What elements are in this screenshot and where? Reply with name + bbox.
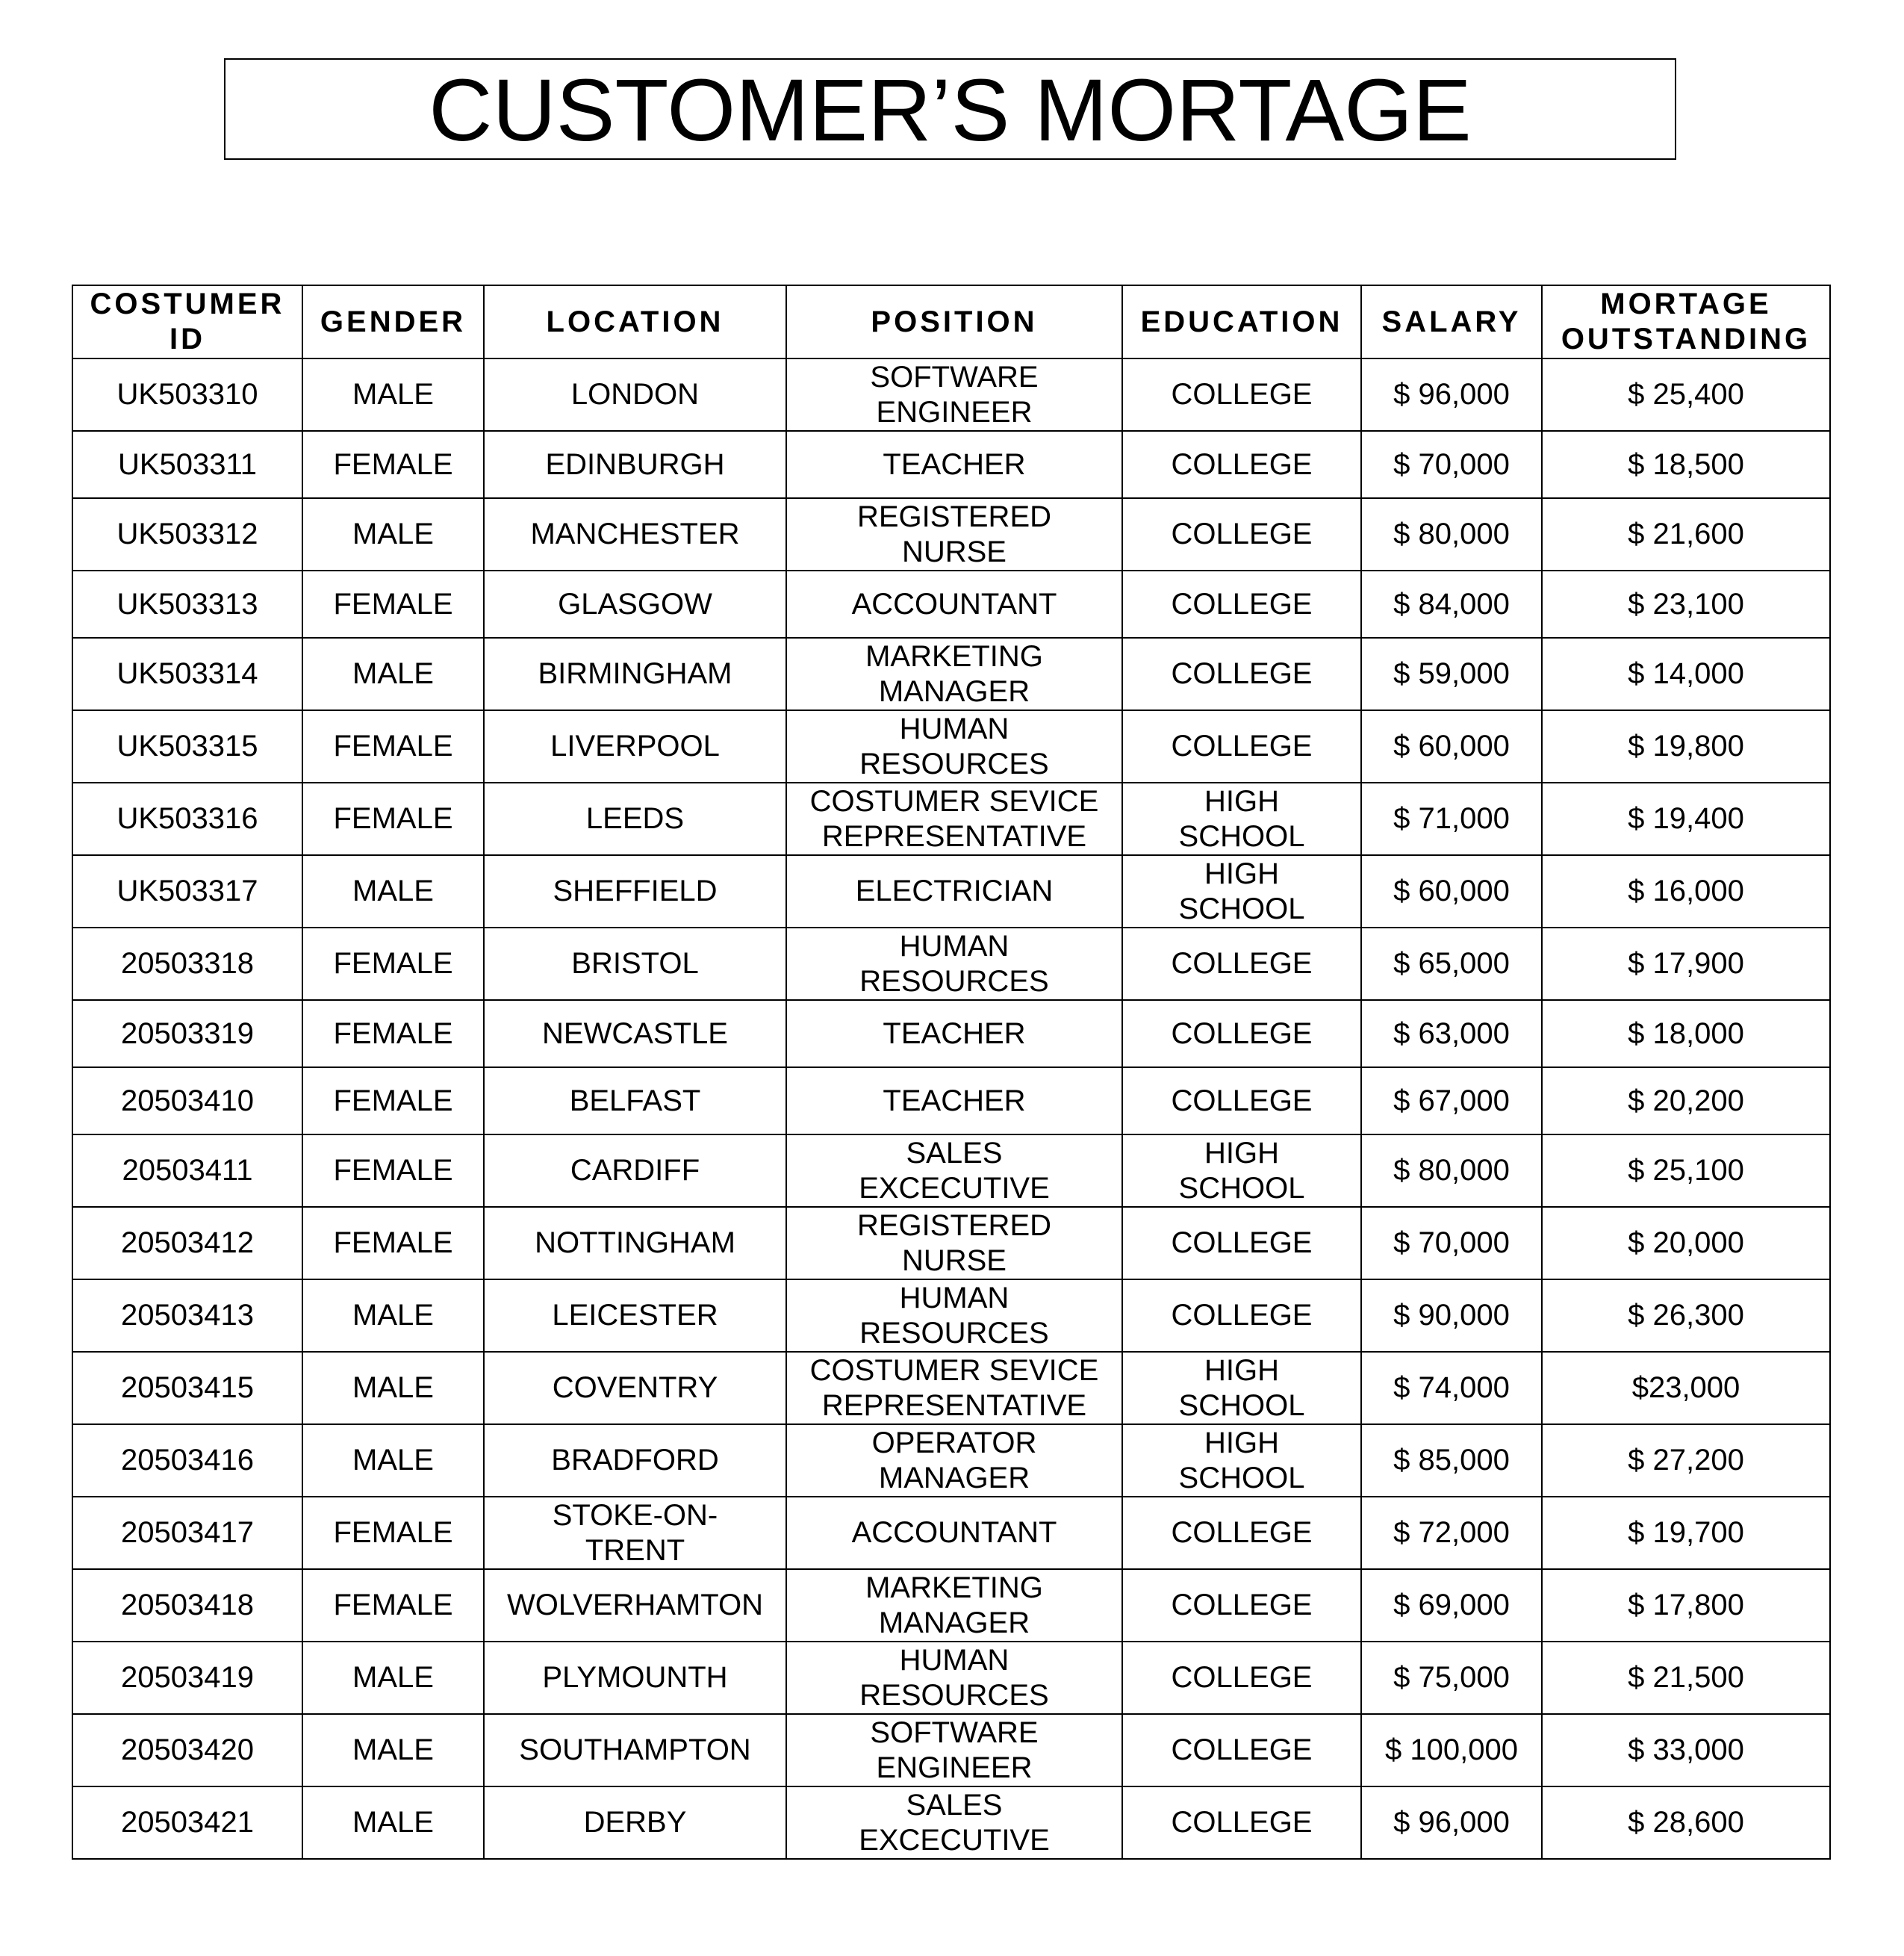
cell-salary: $ 60,000 <box>1361 855 1542 928</box>
cell-position: SOFTWARE ENGINEER <box>786 1714 1122 1786</box>
table-row <box>72 431 1830 498</box>
column-header-customer-id: COSTUMER ID <box>72 285 302 358</box>
cell-customer-id: 20503419 <box>72 1642 302 1714</box>
cell-salary: $ 69,000 <box>1361 1569 1542 1642</box>
table-row <box>72 638 1830 710</box>
table-row <box>72 710 1830 783</box>
cell-salary: $ 84,000 <box>1361 571 1542 638</box>
cell-gender: MALE <box>302 1352 484 1424</box>
table-row <box>72 1497 1830 1569</box>
cell-gender: FEMALE <box>302 783 484 855</box>
cell-position: MARKETING MANAGER <box>786 638 1122 710</box>
cell-location: BELFAST <box>484 1067 786 1134</box>
cell-education: COLLEGE <box>1122 710 1361 783</box>
cell-education: COLLEGE <box>1122 431 1361 498</box>
cell-mortgage-outstanding: $ 19,800 <box>1542 710 1830 783</box>
cell-salary: $ 90,000 <box>1361 1279 1542 1352</box>
cell-education: HIGH SCHOOL <box>1122 783 1361 855</box>
table-row <box>72 1786 1830 1859</box>
cell-customer-id: UK503311 <box>72 431 302 498</box>
cell-position: OPERATOR MANAGER <box>786 1424 1122 1497</box>
cell-location: CARDIFF <box>484 1134 786 1207</box>
cell-customer-id: 20503418 <box>72 1569 302 1642</box>
cell-salary: $ 80,000 <box>1361 1134 1542 1207</box>
cell-gender: FEMALE <box>302 1569 484 1642</box>
cell-position: HUMAN RESOURCES <box>786 1642 1122 1714</box>
cell-mortgage-outstanding: $ 20,200 <box>1542 1067 1830 1134</box>
table-row <box>72 571 1830 638</box>
cell-gender: FEMALE <box>302 1497 484 1569</box>
cell-position: TEACHER <box>786 431 1122 498</box>
cell-position: HUMAN RESOURCES <box>786 928 1122 1000</box>
cell-mortgage-outstanding: $ 17,900 <box>1542 928 1830 1000</box>
cell-position: TEACHER <box>786 1000 1122 1067</box>
column-header-education: EDUCATION <box>1122 285 1361 358</box>
cell-mortgage-outstanding: $ 28,600 <box>1542 1786 1830 1859</box>
cell-position: SALES EXCECUTIVE <box>786 1786 1122 1859</box>
cell-gender: MALE <box>302 498 484 571</box>
cell-education: COLLEGE <box>1122 358 1361 431</box>
cell-location: SOUTHAMPTON <box>484 1714 786 1786</box>
cell-education: COLLEGE <box>1122 1067 1361 1134</box>
cell-customer-id: UK503312 <box>72 498 302 571</box>
cell-education: COLLEGE <box>1122 571 1361 638</box>
cell-salary: $ 72,000 <box>1361 1497 1542 1569</box>
cell-mortgage-outstanding: $ 19,400 <box>1542 783 1830 855</box>
table-row <box>72 1714 1830 1786</box>
cell-salary: $ 71,000 <box>1361 783 1542 855</box>
cell-education: COLLEGE <box>1122 1642 1361 1714</box>
cell-gender: FEMALE <box>302 1067 484 1134</box>
column-header-gender: GENDER <box>302 285 484 358</box>
cell-location: WOLVERHAMTON <box>484 1569 786 1642</box>
table-row <box>72 358 1830 431</box>
table-row <box>72 1134 1830 1207</box>
cell-position: SALES EXCECUTIVE <box>786 1134 1122 1207</box>
table-row <box>72 1279 1830 1352</box>
table-row <box>72 1424 1830 1497</box>
cell-mortgage-outstanding: $ 18,000 <box>1542 1000 1830 1067</box>
cell-education: COLLEGE <box>1122 1569 1361 1642</box>
cell-customer-id: 20503417 <box>72 1497 302 1569</box>
cell-gender: FEMALE <box>302 431 484 498</box>
cell-gender: MALE <box>302 1714 484 1786</box>
table-row <box>72 855 1830 928</box>
cell-position: HUMAN RESOURCES <box>786 1279 1122 1352</box>
cell-salary: $ 59,000 <box>1361 638 1542 710</box>
cell-customer-id: 20503411 <box>72 1134 302 1207</box>
table-row <box>72 498 1830 571</box>
cell-salary: $ 75,000 <box>1361 1642 1542 1714</box>
column-header-salary: SALARY <box>1361 285 1542 358</box>
cell-position: ACCOUNTANT <box>786 1497 1122 1569</box>
cell-mortgage-outstanding: $ 33,000 <box>1542 1714 1830 1786</box>
cell-location: LONDON <box>484 358 786 431</box>
table-row <box>72 1067 1830 1134</box>
cell-location: NOTTINGHAM <box>484 1207 786 1279</box>
cell-location: STOKE-ON- TRENT <box>484 1497 786 1569</box>
cell-mortgage-outstanding: $ 25,400 <box>1542 358 1830 431</box>
cell-location: NEWCASTLE <box>484 1000 786 1067</box>
cell-customer-id: UK503317 <box>72 855 302 928</box>
cell-location: GLASGOW <box>484 571 786 638</box>
table-row <box>72 1569 1830 1642</box>
cell-position: REGISTERED NURSE <box>786 498 1122 571</box>
cell-education: COLLEGE <box>1122 498 1361 571</box>
cell-customer-id: 20503416 <box>72 1424 302 1497</box>
cell-salary: $ 70,000 <box>1361 431 1542 498</box>
cell-customer-id: UK503314 <box>72 638 302 710</box>
cell-education: COLLEGE <box>1122 638 1361 710</box>
cell-customer-id: UK503315 <box>72 710 302 783</box>
cell-gender: FEMALE <box>302 710 484 783</box>
cell-mortgage-outstanding: $ 19,700 <box>1542 1497 1830 1569</box>
cell-mortgage-outstanding: $ 18,500 <box>1542 431 1830 498</box>
cell-position: COSTUMER SEVICE REPRESENTATIVE <box>786 1352 1122 1424</box>
cell-mortgage-outstanding: $ 17,800 <box>1542 1569 1830 1642</box>
mortgage-table <box>72 285 1831 1860</box>
cell-education: HIGH SCHOOL <box>1122 1352 1361 1424</box>
cell-education: COLLEGE <box>1122 1786 1361 1859</box>
cell-location: MANCHESTER <box>484 498 786 571</box>
column-header-mortgage-outstanding: MORTAGE OUTSTANDING <box>1542 285 1830 358</box>
cell-location: BRISTOL <box>484 928 786 1000</box>
cell-mortgage-outstanding: $ 27,200 <box>1542 1424 1830 1497</box>
table-body <box>72 358 1830 1859</box>
cell-customer-id: 20503412 <box>72 1207 302 1279</box>
cell-gender: MALE <box>302 855 484 928</box>
cell-customer-id: UK503316 <box>72 783 302 855</box>
cell-gender: FEMALE <box>302 1207 484 1279</box>
cell-salary: $ 80,000 <box>1361 498 1542 571</box>
cell-location: LIVERPOOL <box>484 710 786 783</box>
cell-salary: $ 100,000 <box>1361 1714 1542 1786</box>
cell-education: COLLEGE <box>1122 928 1361 1000</box>
cell-location: LEEDS <box>484 783 786 855</box>
page-title: CUSTOMER’S MORTAGE <box>429 61 1472 160</box>
cell-location: EDINBURGH <box>484 431 786 498</box>
cell-position: REGISTERED NURSE <box>786 1207 1122 1279</box>
cell-gender: FEMALE <box>302 1134 484 1207</box>
cell-education: COLLEGE <box>1122 1497 1361 1569</box>
cell-education: HIGH SCHOOL <box>1122 1424 1361 1497</box>
cell-mortgage-outstanding: $23,000 <box>1542 1352 1830 1424</box>
cell-gender: MALE <box>302 1279 484 1352</box>
cell-position: COSTUMER SEVICE REPRESENTATIVE <box>786 783 1122 855</box>
cell-education: COLLEGE <box>1122 1279 1361 1352</box>
table-row <box>72 928 1830 1000</box>
cell-education: COLLEGE <box>1122 1000 1361 1067</box>
cell-location: SHEFFIELD <box>484 855 786 928</box>
cell-location: PLYMOUNTH <box>484 1642 786 1714</box>
cell-customer-id: 20503415 <box>72 1352 302 1424</box>
table-row <box>72 1207 1830 1279</box>
cell-customer-id: 20503420 <box>72 1714 302 1786</box>
cell-salary: $ 96,000 <box>1361 358 1542 431</box>
cell-salary: $ 85,000 <box>1361 1424 1542 1497</box>
cell-education: HIGH SCHOOL <box>1122 855 1361 928</box>
cell-location: BRADFORD <box>484 1424 786 1497</box>
cell-position: ACCOUNTANT <box>786 571 1122 638</box>
cell-education: COLLEGE <box>1122 1207 1361 1279</box>
cell-position: SOFTWARE ENGINEER <box>786 358 1122 431</box>
cell-salary: $ 60,000 <box>1361 710 1542 783</box>
cell-customer-id: 20503318 <box>72 928 302 1000</box>
cell-position: ELECTRICIAN <box>786 855 1122 928</box>
cell-customer-id: UK503310 <box>72 358 302 431</box>
page-title-box <box>224 58 1676 160</box>
cell-gender: MALE <box>302 358 484 431</box>
table-row <box>72 1352 1830 1424</box>
table-row <box>72 1000 1830 1067</box>
column-header-position: POSITION <box>786 285 1122 358</box>
cell-salary: $ 65,000 <box>1361 928 1542 1000</box>
cell-mortgage-outstanding: $ 25,100 <box>1542 1134 1830 1207</box>
cell-gender: MALE <box>302 638 484 710</box>
cell-gender: FEMALE <box>302 571 484 638</box>
cell-location: COVENTRY <box>484 1352 786 1424</box>
cell-customer-id: UK503313 <box>72 571 302 638</box>
cell-gender: MALE <box>302 1424 484 1497</box>
cell-position: TEACHER <box>786 1067 1122 1134</box>
cell-mortgage-outstanding: $ 16,000 <box>1542 855 1830 928</box>
cell-mortgage-outstanding: $ 20,000 <box>1542 1207 1830 1279</box>
cell-customer-id: 20503319 <box>72 1000 302 1067</box>
cell-mortgage-outstanding: $ 23,100 <box>1542 571 1830 638</box>
cell-mortgage-outstanding: $ 21,500 <box>1542 1642 1830 1714</box>
table-row <box>72 1642 1830 1714</box>
cell-gender: MALE <box>302 1642 484 1714</box>
cell-location: LEICESTER <box>484 1279 786 1352</box>
cell-mortgage-outstanding: $ 26,300 <box>1542 1279 1830 1352</box>
cell-mortgage-outstanding: $ 21,600 <box>1542 498 1830 571</box>
column-header-location: LOCATION <box>484 285 786 358</box>
cell-location: BIRMINGHAM <box>484 638 786 710</box>
cell-salary: $ 67,000 <box>1361 1067 1542 1134</box>
cell-location: DERBY <box>484 1786 786 1859</box>
cell-gender: FEMALE <box>302 928 484 1000</box>
cell-education: COLLEGE <box>1122 1714 1361 1786</box>
cell-salary: $ 96,000 <box>1361 1786 1542 1859</box>
cell-salary: $ 74,000 <box>1361 1352 1542 1424</box>
cell-position: MARKETING MANAGER <box>786 1569 1122 1642</box>
table-row <box>72 783 1830 855</box>
cell-customer-id: 20503421 <box>72 1786 302 1859</box>
cell-customer-id: 20503413 <box>72 1279 302 1352</box>
cell-customer-id: 20503410 <box>72 1067 302 1134</box>
cell-salary: $ 70,000 <box>1361 1207 1542 1279</box>
cell-education: HIGH SCHOOL <box>1122 1134 1361 1207</box>
table-header-row <box>72 285 1830 358</box>
cell-salary: $ 63,000 <box>1361 1000 1542 1067</box>
cell-gender: FEMALE <box>302 1000 484 1067</box>
cell-gender: MALE <box>302 1786 484 1859</box>
cell-mortgage-outstanding: $ 14,000 <box>1542 638 1830 710</box>
cell-position: HUMAN RESOURCES <box>786 710 1122 783</box>
